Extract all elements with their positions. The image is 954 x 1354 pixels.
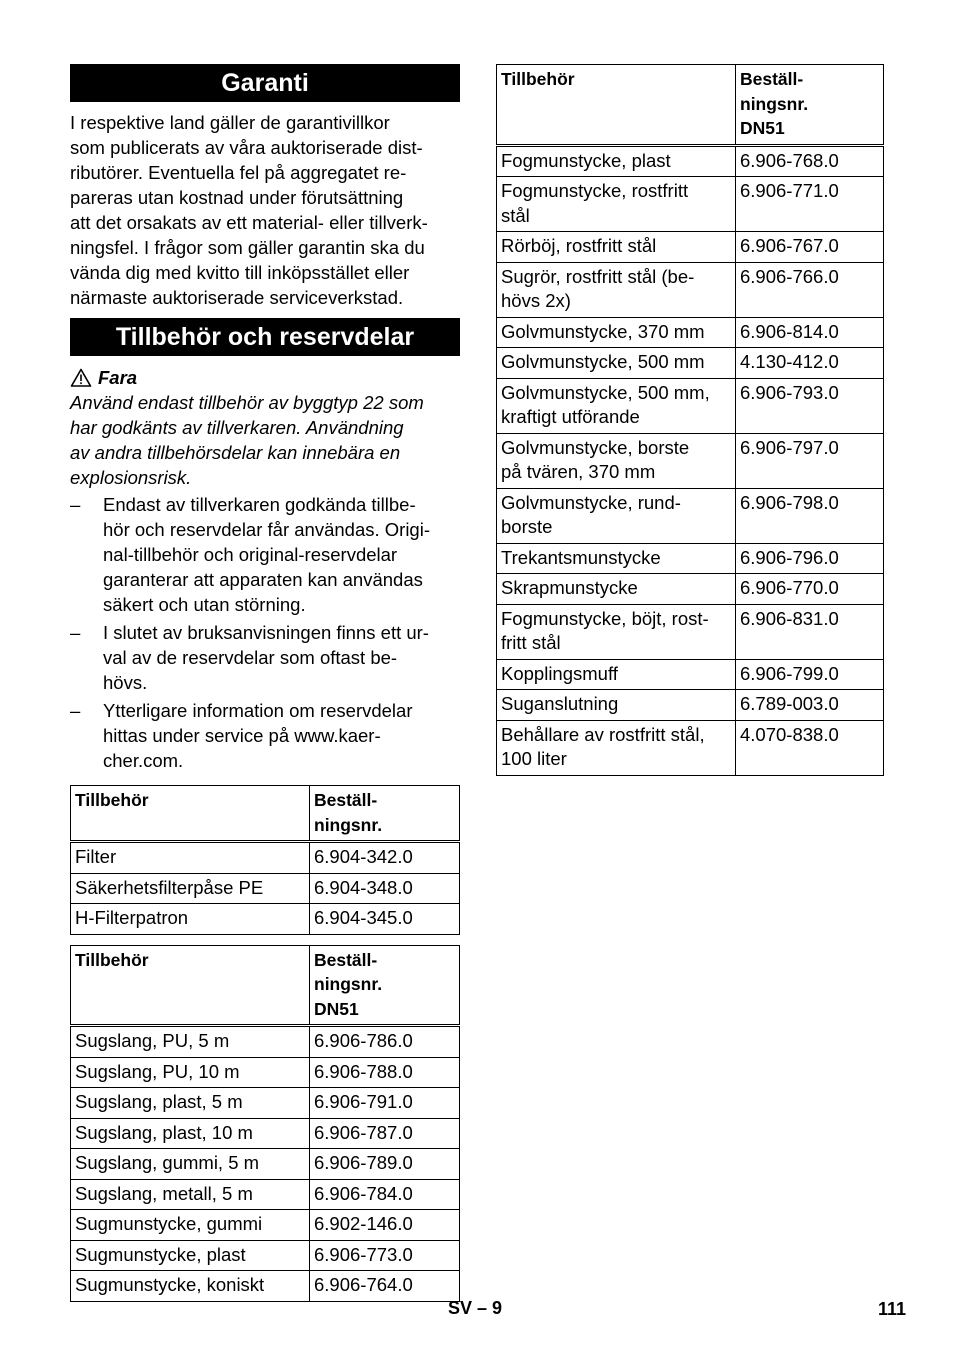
accessory-name-cell: [497, 659, 736, 690]
cell-line: Suganslutning: [501, 693, 619, 714]
bullet-line: garanterar att apparaten kan användas: [103, 569, 423, 590]
cell-line: Fogmunstycke, rostfritt: [501, 180, 689, 201]
danger-label: Fara: [98, 367, 138, 388]
cell-line: 6.906-771.0: [740, 180, 839, 201]
cell-line: 6.904-348.0: [314, 876, 413, 898]
cell-line: Golvmunstycke, rund-: [501, 491, 681, 513]
accessory-name-cell: [497, 145, 736, 177]
cell-line: Sugslang, metall, 5 m: [75, 1182, 253, 1204]
garanti-heading: Garanti: [70, 64, 460, 102]
cell-line: 6.906-768.0: [740, 149, 839, 171]
table-row: [71, 1240, 460, 1271]
cell-line: Sugmunstycke, koniskt: [75, 1274, 265, 1295]
accessory-name-cell: [497, 378, 736, 433]
cell-line: H-Filterpatron: [75, 907, 189, 928]
bullet-line: I slutet av bruksanvisningen finns ett ur-: [103, 622, 429, 643]
table-row: [71, 873, 460, 904]
bullet-item: [70, 698, 460, 773]
cell-line: Sugslang, plast, 10 m: [75, 1121, 253, 1143]
danger-line: av andra tillbehörsdelar kan innebära en: [70, 442, 401, 463]
table-row: [497, 348, 884, 379]
cell-line: Golvmunstycke, borste: [501, 436, 690, 458]
header-line: Tillbehör: [75, 790, 149, 810]
table-row: [497, 145, 884, 177]
accessory-name-cell: [71, 1179, 310, 1210]
cell-line: Sugslang, plast, 5 m: [75, 1091, 243, 1112]
cell-line: 6.906-764.0: [314, 1274, 413, 1295]
accessory-name-cell: [71, 1026, 310, 1058]
cell-line: 6.906-789.0: [314, 1152, 413, 1173]
bullet-item: [70, 620, 460, 695]
table-row: [497, 488, 884, 543]
order-number-cell: [736, 604, 884, 659]
cell-line: 6.906-791.0: [314, 1091, 413, 1112]
accessory-name-cell: [497, 543, 736, 574]
left-column: [70, 64, 460, 1302]
accessory-name-cell: [71, 1118, 310, 1149]
accessory-name-cell: [497, 262, 736, 317]
cell-line: 6.906-786.0: [314, 1030, 413, 1051]
cell-line: 6.906-784.0: [314, 1182, 413, 1204]
cell-line: 6.906-767.0: [740, 235, 839, 256]
order-number-cell: [736, 262, 884, 317]
cell-line: 6.906-831.0: [740, 607, 839, 629]
table-row: [71, 1210, 460, 1241]
accessory-name-cell: [71, 1057, 310, 1088]
cell-line: 6.789-003.0: [740, 693, 839, 714]
table-row: [71, 1088, 460, 1119]
order-number-cell: [736, 543, 884, 574]
cell-line: 6.906-793.0: [740, 381, 839, 403]
bullet-dash: –: [70, 622, 81, 643]
order-number-cell: [736, 659, 884, 690]
header-order-number: [736, 65, 884, 146]
header-line: Tillbehör: [75, 949, 149, 970]
cell-line: 6.906-770.0: [740, 577, 839, 598]
header-order-number: [310, 945, 460, 1026]
garanti-paragraph: [70, 110, 460, 310]
accessory-name-cell: [71, 1240, 310, 1271]
header-line: DN51: [740, 118, 785, 138]
table-header-row: [71, 945, 460, 1026]
order-number-cell: [310, 904, 460, 935]
cell-line: 6.906-814.0: [740, 320, 839, 342]
cell-line: 6.906-787.0: [314, 1121, 413, 1143]
accessory-name-cell: [71, 1088, 310, 1119]
bullet-line: Ytterligare information om reservdelar: [103, 700, 413, 721]
accessory-name-cell: [497, 232, 736, 263]
accessory-name-cell: [497, 488, 736, 543]
table-row: [497, 317, 884, 348]
accessory-name-cell: [497, 177, 736, 232]
bullet-line: val av de reservdelar som oftast be-: [103, 647, 398, 668]
danger-line: har godkänts av tillverkaren. Användning: [70, 417, 404, 438]
cell-line: 6.906-796.0: [740, 546, 839, 568]
accessory-name-cell: [497, 348, 736, 379]
cell-line: Sugrör, rostfritt stål (be-: [501, 265, 695, 287]
garanti-line: vända dig med kvitto till inköpsstället eller: [70, 262, 410, 283]
cell-line: Golvmunstycke, 500 mm,: [501, 381, 710, 403]
accessory-name-cell: [497, 604, 736, 659]
cell-line: Fogmunstycke, plast: [501, 149, 671, 171]
cell-line: 6.906-773.0: [314, 1243, 413, 1265]
danger-line: explosionsrisk.: [70, 467, 192, 488]
accessory-name-cell: [497, 433, 736, 488]
cell-line: Sugslang, gummi, 5 m: [75, 1152, 260, 1173]
bullet-line: Endast av tillverkaren godkända tillbe-: [103, 494, 416, 515]
accessory-name-cell: [71, 1210, 310, 1241]
cell-line: 100 liter: [501, 748, 567, 769]
table-row: [497, 543, 884, 574]
header-line: Beställ-: [740, 69, 804, 89]
order-number-cell: [310, 1210, 460, 1241]
cell-line: Behållare av rostfritt stål,: [501, 723, 705, 745]
order-number-cell: [310, 1026, 460, 1058]
cell-line: Sugslang, PU, 5 m: [75, 1030, 230, 1051]
cell-line: 6.904-342.0: [314, 846, 413, 867]
accessory-name-cell: [497, 720, 736, 775]
accessory-name-cell: [71, 1149, 310, 1180]
order-number-cell: [736, 348, 884, 379]
header-order-number: [310, 786, 460, 842]
danger-notice: [70, 365, 460, 390]
header-accessory: [71, 945, 310, 1026]
cell-line: Fogmunstycke, böjt, rost-: [501, 607, 709, 629]
order-number-cell: [310, 1271, 460, 1302]
accessory-name-cell: [71, 904, 310, 935]
order-number-cell: [310, 1179, 460, 1210]
header-line: Beställ-: [314, 949, 378, 970]
accessory-name-cell: [497, 690, 736, 721]
cell-line: fritt stål: [501, 632, 561, 653]
cell-line: Kopplingsmuff: [501, 662, 618, 684]
header-line: Tillbehör: [501, 69, 575, 89]
bullet-line: hör och reservdelar får användas. Origi-: [103, 519, 430, 540]
footer-page-number: 111: [878, 1299, 907, 1319]
danger-line: Använd endast tillbehör av byggtyp 22 som: [70, 392, 424, 413]
bullet-text: [103, 622, 429, 693]
table-row: [497, 232, 884, 263]
table-row: [71, 1118, 460, 1149]
order-number-cell: [736, 690, 884, 721]
cell-line: kraftigt utförande: [501, 406, 640, 427]
order-number-cell: [310, 1118, 460, 1149]
warning-triangle-icon: [70, 368, 92, 387]
order-number-cell: [736, 488, 884, 543]
accessory-name-cell: [71, 873, 310, 904]
accessory-name-cell: [497, 574, 736, 605]
table-row: [497, 262, 884, 317]
table-row: [497, 604, 884, 659]
cell-line: Skrapmunstycke: [501, 577, 638, 598]
footer-language-page: SV – 9: [448, 1298, 503, 1318]
table-row: [497, 659, 884, 690]
cell-line: 6.906-799.0: [740, 662, 839, 684]
order-number-cell: [310, 1088, 460, 1119]
garanti-line: att det orsakats av ett material- eller tillverk-: [70, 212, 428, 233]
bullet-line: hittas under service på www.kaer-: [103, 725, 381, 746]
table-row: [71, 1026, 460, 1058]
cell-line: Sugslang, PU, 10 m: [75, 1060, 240, 1082]
cell-line: 6.906-797.0: [740, 436, 839, 458]
order-number-cell: [310, 1240, 460, 1271]
bullet-line: hövs.: [103, 672, 148, 693]
order-number-cell: [736, 177, 884, 232]
order-number-cell: [310, 873, 460, 904]
accessory-name-cell: [71, 1271, 310, 1302]
cell-line: Säkerhetsfilterpåse PE: [75, 876, 264, 898]
bullet-dash: –: [70, 700, 81, 721]
header-line: DN51: [314, 998, 359, 1019]
bullet-text: [103, 700, 413, 771]
info-bullet-list: [70, 492, 460, 773]
table-row: [497, 378, 884, 433]
table-header-row: [497, 65, 884, 146]
order-number-cell: [736, 574, 884, 605]
bullet-dash: –: [70, 494, 81, 515]
garanti-line: närmaste auktoriserade serviceverkstad.: [70, 287, 404, 308]
tillbehor-heading: Tillbehör och reservdelar: [70, 318, 460, 356]
table-row: [497, 177, 884, 232]
header-line: ningsnr.: [314, 974, 383, 994]
table-row: [71, 1271, 460, 1302]
table-row: [497, 574, 884, 605]
cell-line: hövs 2x): [501, 290, 571, 311]
accessory-name-cell: [497, 317, 736, 348]
table-row: [71, 1179, 460, 1210]
cell-line: 4.070-838.0: [740, 723, 839, 745]
bullet-line: nal-tillbehör och original-reservdelar: [103, 544, 398, 565]
table-row: [71, 904, 460, 935]
table-header-row: [71, 786, 460, 842]
garanti-line: som publicerats av våra auktoriserade dist-: [70, 137, 423, 158]
header-line: ningsnr.: [740, 93, 809, 114]
cell-line: borste: [501, 516, 553, 537]
order-number-cell: [736, 378, 884, 433]
cell-line: stål: [501, 204, 530, 226]
cell-line: på tvären, 370 mm: [501, 461, 656, 482]
table-row: [497, 433, 884, 488]
table-row: [497, 690, 884, 721]
right-column: [496, 64, 884, 776]
accessory-name-cell: [71, 842, 310, 874]
header-line: Beställ-: [314, 790, 378, 810]
cell-line: Sugmunstycke, gummi: [75, 1213, 263, 1234]
table-row: [71, 1149, 460, 1180]
danger-paragraph: [70, 390, 460, 490]
garanti-line: ributörer. Eventuella fel på aggregatet re-: [70, 162, 407, 183]
order-number-cell: [736, 720, 884, 775]
cell-line: Filter: [75, 846, 117, 867]
accessory-table-2: [70, 945, 460, 1302]
order-number-cell: [736, 317, 884, 348]
bullet-text: [103, 494, 430, 615]
table-row: [71, 842, 460, 874]
bullet-line: cher.com.: [103, 750, 184, 771]
bullet-item: [70, 492, 460, 617]
header-line: ningsnr.: [314, 814, 383, 835]
cell-line: 6.902-146.0: [314, 1213, 413, 1234]
order-number-cell: [736, 433, 884, 488]
header-accessory: [497, 65, 736, 146]
cell-line: Golvmunstycke, 500 mm: [501, 351, 705, 372]
table-row: [497, 720, 884, 775]
garanti-line: pareras utan kostnad under förutsättning: [70, 187, 404, 208]
cell-line: 6.904-345.0: [314, 907, 413, 928]
accessory-table-3: [496, 64, 884, 776]
bullet-line: säkert och utan störning.: [103, 594, 306, 615]
cell-line: Sugmunstycke, plast: [75, 1243, 246, 1265]
garanti-line: I respektive land gäller de garantivillkor: [70, 112, 390, 133]
cell-line: Trekantsmunstycke: [501, 546, 661, 568]
order-number-cell: [310, 1057, 460, 1088]
order-number-cell: [310, 842, 460, 874]
cell-line: 6.906-766.0: [740, 265, 839, 287]
cell-line: Golvmunstycke, 370 mm: [501, 320, 705, 342]
cell-line: 4.130-412.0: [740, 351, 839, 372]
cell-line: 6.906-798.0: [740, 491, 839, 513]
cell-line: Rörböj, rostfritt stål: [501, 235, 657, 256]
garanti-line: ningsfel. I frågor som gäller garantin ska du: [70, 237, 425, 258]
order-number-cell: [736, 232, 884, 263]
cell-line: 6.906-788.0: [314, 1060, 413, 1082]
accessory-table-1: [70, 785, 460, 935]
header-accessory: [71, 786, 310, 842]
order-number-cell: [736, 145, 884, 177]
table-row: [71, 1057, 460, 1088]
order-number-cell: [310, 1149, 460, 1180]
